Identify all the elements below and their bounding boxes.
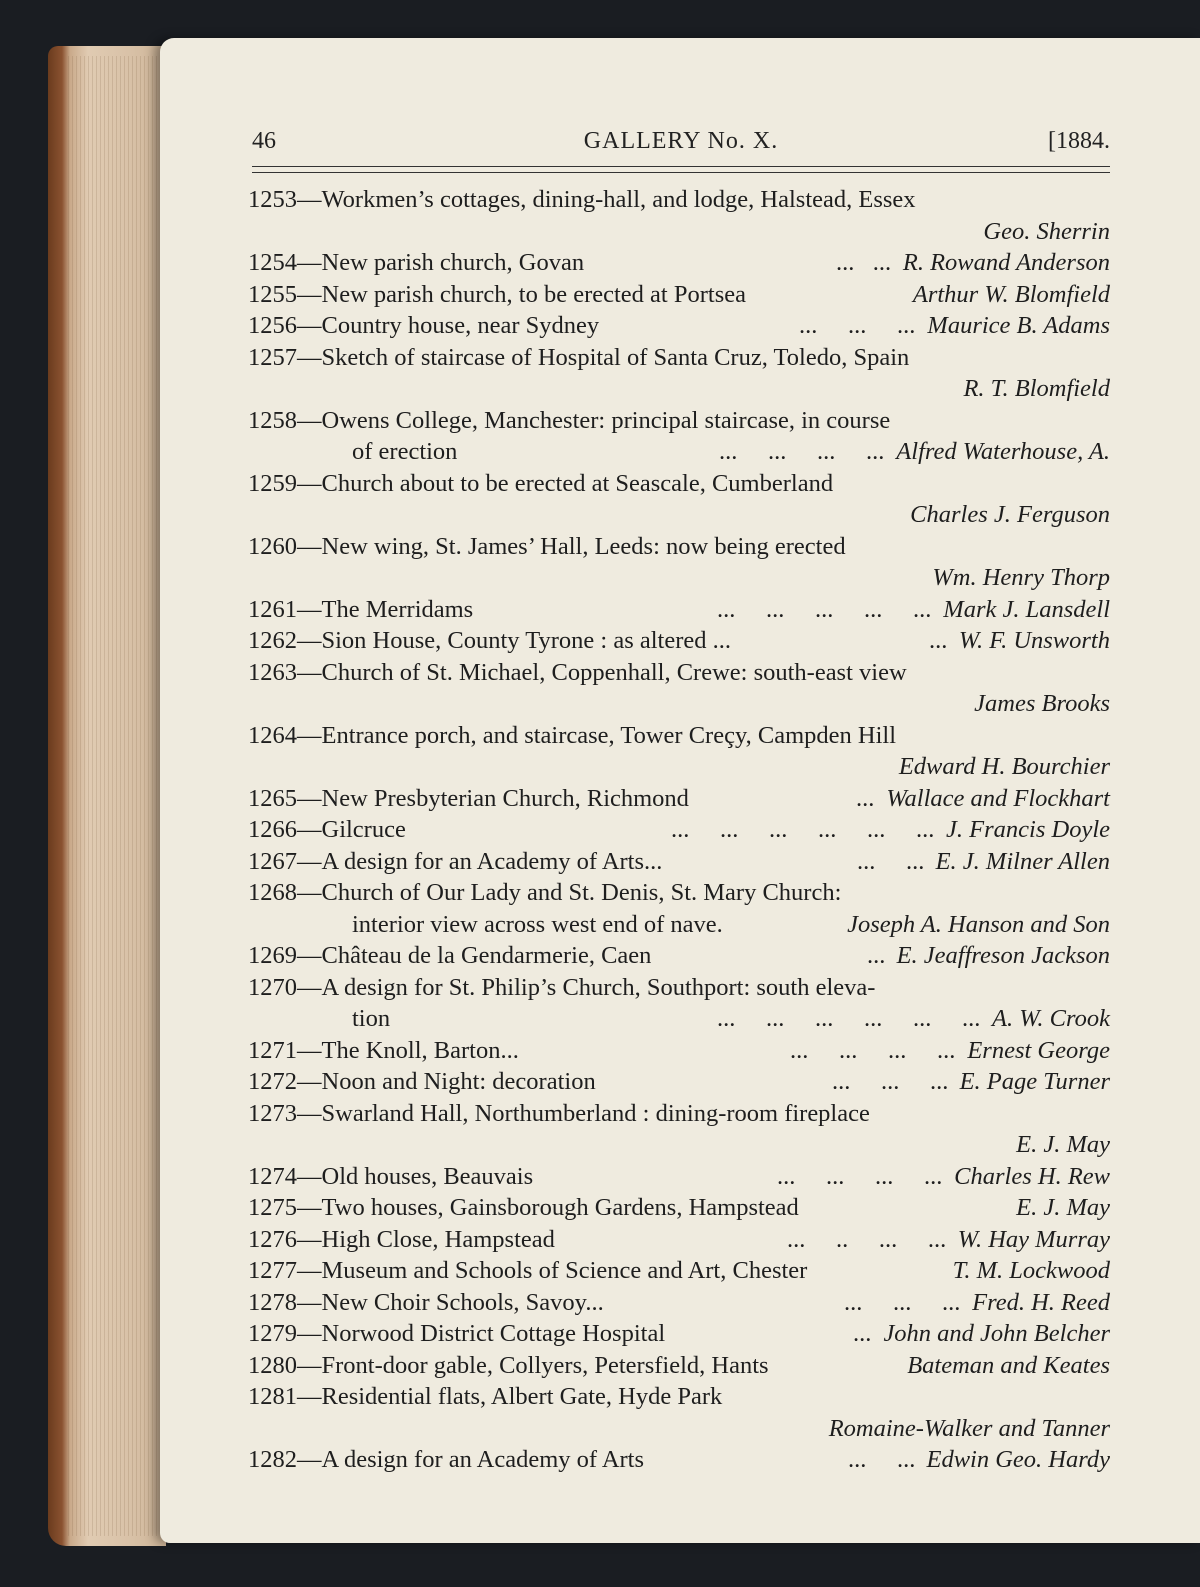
architect-name: John and John Belcher [883, 1320, 1110, 1347]
leader-dots: ... ... ... [799, 312, 916, 339]
entry-title: 1260—New wing, St. James’ Hall, Leeds: now being erected [248, 532, 846, 560]
entry-title: of erection [352, 438, 458, 465]
entry-line [248, 562, 1110, 594]
book-page-edges [48, 46, 166, 1546]
catalogue-entry [248, 1098, 1110, 1161]
leader-dots: ... ... [857, 847, 925, 875]
entry-title: 1278—New Choir Schools, Savoy... [248, 1288, 604, 1316]
catalogue-entry [248, 1192, 1110, 1224]
catalogue-entry [248, 594, 1110, 626]
page-number: 46 [252, 128, 276, 154]
entry-line [248, 1161, 1110, 1193]
architect-name: Wallace and Flockhart [886, 784, 1110, 812]
entry-line [248, 310, 1110, 342]
entry-title: 1277—Museum and Schools of Science and Art, Chester [248, 1257, 808, 1284]
leader-dots: ... ... ... ... ... [717, 595, 932, 623]
entry-title: 1279—Norwood District Cottage Hospital [248, 1320, 666, 1347]
entry-title: 1264—Entrance porch, and staircase, Tower Creçy, Campden Hill [248, 721, 897, 749]
entry-line [248, 1066, 1110, 1098]
leader-dots: ... ... ... ... [790, 1036, 956, 1064]
entry-line [248, 1381, 1110, 1413]
entry-line [248, 783, 1110, 815]
entry-line [248, 1224, 1110, 1256]
leader-dots: ... ... ... ... [719, 438, 885, 465]
catalogue-entry [248, 342, 1110, 405]
leader-dots: ... ... ... ... ... ... [717, 1005, 981, 1032]
catalogue-entry [248, 814, 1110, 846]
architect-name: E. Jeaffreson Jackson [896, 942, 1110, 969]
entry-line [248, 216, 1110, 248]
entry-line [248, 342, 1110, 374]
catalogue-entry [248, 1381, 1110, 1444]
entry-line [248, 909, 1110, 941]
catalogue-entry [248, 184, 1110, 247]
entry-line [248, 1318, 1110, 1350]
entry-line [248, 1035, 1110, 1067]
architect-name: Geo. Sherrin [983, 217, 1110, 245]
entry-title: 1276—High Close, Hampstead [248, 1225, 555, 1253]
catalogue-entry [248, 1350, 1110, 1382]
entry-line [248, 531, 1110, 563]
leader-dots: ... ... [836, 249, 892, 276]
catalogue-entry [248, 720, 1110, 783]
entry-title: 1273—Swarland Hall, Northumberland : dining-room fireplace [248, 1099, 870, 1127]
entry-title: 1271—The Knoll, Barton... [248, 1036, 519, 1064]
architect-name: Wm. Henry Thorp [932, 564, 1110, 591]
leader-dots: ... ... ... ... [777, 1162, 943, 1190]
catalogue-entry [248, 1318, 1110, 1350]
architect-name: E. J. May [1016, 1131, 1110, 1158]
entry-title: 1280—Front-door gable, Collyers, Petersfield, Hants [248, 1351, 769, 1379]
entry-line [248, 373, 1110, 405]
architect-name: Charles H. Rew [954, 1162, 1110, 1190]
entry-title: tion [352, 1005, 391, 1032]
entry-line [248, 1287, 1110, 1319]
architect-name: W. Hay Murray [957, 1225, 1110, 1253]
architect-name: Arthur W. Blomfield [912, 280, 1110, 308]
catalogue-entry [248, 531, 1110, 594]
entry-line [248, 1255, 1110, 1287]
entry-title: 1275—Two houses, Gainsborough Gardens, Hampstead [248, 1194, 799, 1221]
running-header [252, 128, 1110, 168]
entry-title: 1261—The Merridams [248, 595, 474, 623]
architect-name: R. T. Blomfield [963, 375, 1110, 402]
entry-line [248, 405, 1110, 437]
catalogue-entry [248, 940, 1110, 972]
catalogue-entry [248, 405, 1110, 468]
entry-line [248, 1003, 1110, 1035]
catalogue-entry [248, 877, 1110, 940]
catalogue-entry [248, 468, 1110, 531]
entry-line [248, 184, 1110, 216]
entry-line [248, 877, 1110, 909]
entry-title: 1258—Owens College, Manchester: principal staircase, in course [248, 406, 891, 434]
architect-name: Edwin Geo. Hardy [926, 1446, 1110, 1473]
architect-name: Joseph A. Hanson and Son [847, 910, 1110, 938]
leader-dots: ... .. ... ... [787, 1225, 947, 1253]
architect-name: T. M. Lockwood [952, 1257, 1110, 1284]
book-page [160, 38, 1200, 1543]
entry-title: 1266—Gilcruce [248, 816, 406, 843]
entry-title: 1259—Church about to be erected at Seascale, Cumberland [248, 469, 834, 497]
entry-line [248, 247, 1110, 279]
leader-dots: ... [856, 784, 875, 812]
catalogue-entry [248, 846, 1110, 878]
entry-title: 1265—New Presbyterian Church, Richmond [248, 784, 689, 812]
catalogue-entries [248, 184, 1110, 1476]
catalogue-entry [248, 657, 1110, 720]
catalogue-entry [248, 310, 1110, 342]
entry-line [248, 657, 1110, 689]
architect-name: Maurice B. Adams [927, 312, 1110, 339]
architect-name: Romaine-Walker and Tanner [828, 1414, 1110, 1442]
architect-name: E. Page Turner [959, 1068, 1110, 1095]
gallery-title: GALLERY No. X. [583, 128, 779, 154]
architect-name: Edward H. Bourchier [898, 753, 1110, 780]
entry-title: 1257—Sketch of staircase of Hospital of Santa Cruz, Toledo, Spain [248, 343, 910, 371]
entry-title: 1256—Country house, near Sydney [248, 312, 600, 339]
catalogue-entry [248, 1035, 1110, 1067]
architect-name: James Brooks [974, 690, 1110, 717]
entry-line [248, 625, 1110, 657]
entry-line [248, 940, 1110, 972]
architect-name: E. J. Milner Allen [935, 847, 1110, 875]
architect-name: Ernest George [967, 1036, 1110, 1064]
architect-name: Alfred Waterhouse, A. [896, 438, 1110, 465]
catalogue-entry [248, 1444, 1110, 1476]
entry-line [248, 1192, 1110, 1224]
catalogue-entry [248, 1161, 1110, 1193]
entry-line [248, 436, 1110, 468]
catalogue-entry [248, 625, 1110, 657]
entry-line [248, 468, 1110, 500]
catalogue-entry [248, 247, 1110, 279]
leader-dots: ... [929, 627, 948, 654]
entry-line [248, 1350, 1110, 1382]
architect-name: Bateman and Keates [907, 1351, 1110, 1379]
entry-title: interior view across west end of nave. [352, 910, 723, 938]
entry-title: 1253—Workmen’s cottages, dining-hall, and lodge, Halstead, Essex [248, 186, 916, 213]
entry-title: 1267—A design for an Academy of Arts... [248, 847, 663, 875]
leader-dots: ... [867, 942, 886, 969]
entry-title: 1262—Sion House, County Tyrone : as altered ... [248, 627, 732, 654]
architect-name: J. Francis Doyle [946, 816, 1110, 843]
entry-line [248, 1413, 1110, 1445]
entry-title: 1255—New parish church, to be erected at Portsea [248, 280, 746, 308]
entry-title: 1272—Noon and Night: decoration [248, 1068, 596, 1095]
architect-name: E. J. May [1016, 1194, 1110, 1221]
entry-line [248, 751, 1110, 783]
entry-title: 1268—Church of Our Lady and St. Denis, St. Mary Church: [248, 879, 842, 906]
entry-title: 1281—Residential flats, Albert Gate, Hyde Park [248, 1383, 723, 1410]
entry-title: 1269—Château de la Gendarmerie, Caen [248, 942, 652, 969]
entry-line [248, 1129, 1110, 1161]
header-double-rule [252, 166, 1110, 173]
entry-line [248, 688, 1110, 720]
architect-name: R. Rowand Anderson [902, 249, 1110, 276]
architect-name: Charles J. Ferguson [910, 501, 1110, 528]
entry-title: 1282—A design for an Academy of Arts [248, 1446, 645, 1473]
catalogue-entry [248, 1287, 1110, 1319]
catalogue-entry [248, 279, 1110, 311]
catalogue-entry [248, 1224, 1110, 1256]
leader-dots: ... ... ... ... ... ... [671, 816, 935, 843]
catalogue-entry [248, 972, 1110, 1035]
entry-title: 1254—New parish church, Govan [248, 249, 585, 276]
entry-line [248, 499, 1110, 531]
leader-dots: ... ... ... [844, 1288, 961, 1316]
year-label: [1884. [1048, 128, 1110, 154]
entry-line [248, 846, 1110, 878]
architect-name: Mark J. Lansdell [943, 595, 1110, 623]
entry-line [248, 814, 1110, 846]
catalogue-entry [248, 1255, 1110, 1287]
entry-title: 1274—Old houses, Beauvais [248, 1162, 534, 1190]
architect-name: Fred. H. Reed [972, 1288, 1110, 1316]
catalogue-entry [248, 1066, 1110, 1098]
entry-line [248, 279, 1110, 311]
leader-dots: ... [853, 1320, 872, 1347]
entry-line [248, 594, 1110, 626]
catalogue-entry [248, 783, 1110, 815]
architect-name: W. F. Unsworth [958, 627, 1110, 654]
entry-line [248, 720, 1110, 752]
entry-line [248, 972, 1110, 1004]
entry-title: 1270—A design for St. Philip’s Church, Southport: south eleva- [248, 973, 876, 1001]
leader-dots: ... ... ... [832, 1068, 949, 1095]
entry-title: 1263—Church of St. Michael, Coppenhall, Crewe: south-east view [248, 658, 907, 686]
entry-line [248, 1444, 1110, 1476]
architect-name: A. W. Crook [992, 1005, 1110, 1032]
leader-dots: ... ... [848, 1446, 916, 1473]
entry-line [248, 1098, 1110, 1130]
